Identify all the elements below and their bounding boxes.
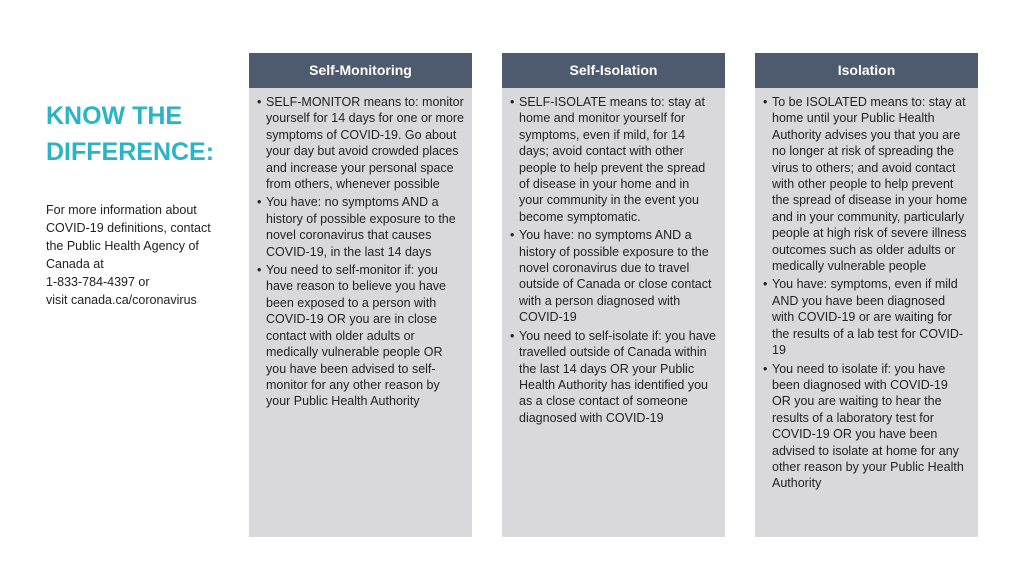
info-line: For more information about: [46, 203, 197, 217]
bullet-list: [763, 94, 970, 492]
info-line: the Public Health Agency of: [46, 239, 199, 253]
page-title: [46, 98, 246, 170]
column-self-monitoring: [249, 53, 472, 537]
bullet-item: • You need to self-monitor if: you have reason to believe you have been exposed to a person with COVID-19 OR you are in close contact with older adults or medically vulnerable people OR you have been advised to self-monitor for any other reason by your Public Health Authority: [257, 262, 464, 410]
bullet-list: [510, 94, 717, 426]
info-line: 1-833-784-4397 or: [46, 275, 150, 289]
column-header: Isolation: [755, 53, 978, 88]
bullet-item: • You have: symptoms, even if mild AND you have been diagnosed with COVID-19 or are waiting for the results of a lab test for COVID-19: [763, 276, 970, 358]
column-header: Self-Monitoring: [249, 53, 472, 88]
bullet-item: • You have: no symptoms AND a history of possible exposure to the novel coronavirus due to travel outside of Canada or close contact with a person diagnosed with COVID-19: [510, 227, 717, 325]
bullet-item: • You have: no symptoms AND a history of possible exposure to the novel coronavirus that causes COVID-19, in the last 14 days: [257, 194, 464, 260]
info-line: visit canada.ca/coronavirus: [46, 293, 197, 307]
info-line: COVID-19 definitions, contact: [46, 221, 211, 235]
bullet-item: • You need to self-isolate if: you have travelled outside of Canada within the last 14 days OR your Public Health Authority has identified you as a close contact of someone diagnosed with COVID-19: [510, 328, 717, 426]
column-self-isolation: [502, 53, 725, 537]
column-isolation: [755, 53, 978, 537]
bullet-list: [257, 94, 464, 410]
bullet-item: • SELF-ISOLATE means to: stay at home and monitor yourself for symptoms, even if mild, for 14 days; avoid contact with other people to help prevent the spread of disease in your home and in your community in the event you become symptomatic.: [510, 94, 717, 225]
bullet-item: • To be ISOLATED means to: stay at home until your Public Health Authority advises you that you are no longer at risk of spreading the virus to others; and avoid contact with other people to help prevent the spread of disease in your home and in your community, particularly people at high risk of severe illness outcomes such as older adults or medically vulnerable people: [763, 94, 970, 274]
column-header: Self-Isolation: [502, 53, 725, 88]
title-line-2: DIFFERENCE:: [46, 138, 215, 166]
bullet-item: • You need to isolate if: you have been diagnosed with COVID-19 OR you are waiting to hear the results of a laboratory test for COVID-19 OR you have been advised to isolate at home for any other reason by your Public Health Authority: [763, 361, 970, 492]
bullet-item: • SELF-MONITOR means to: monitor yourself for 14 days for one or more symptoms of COVID-19. Go about your day but avoid crowded places and increase your personal space from others, whenever possible: [257, 94, 464, 192]
contact-info: [46, 201, 246, 309]
info-line: Canada at: [46, 257, 104, 271]
title-line-1: KNOW THE: [46, 102, 183, 130]
